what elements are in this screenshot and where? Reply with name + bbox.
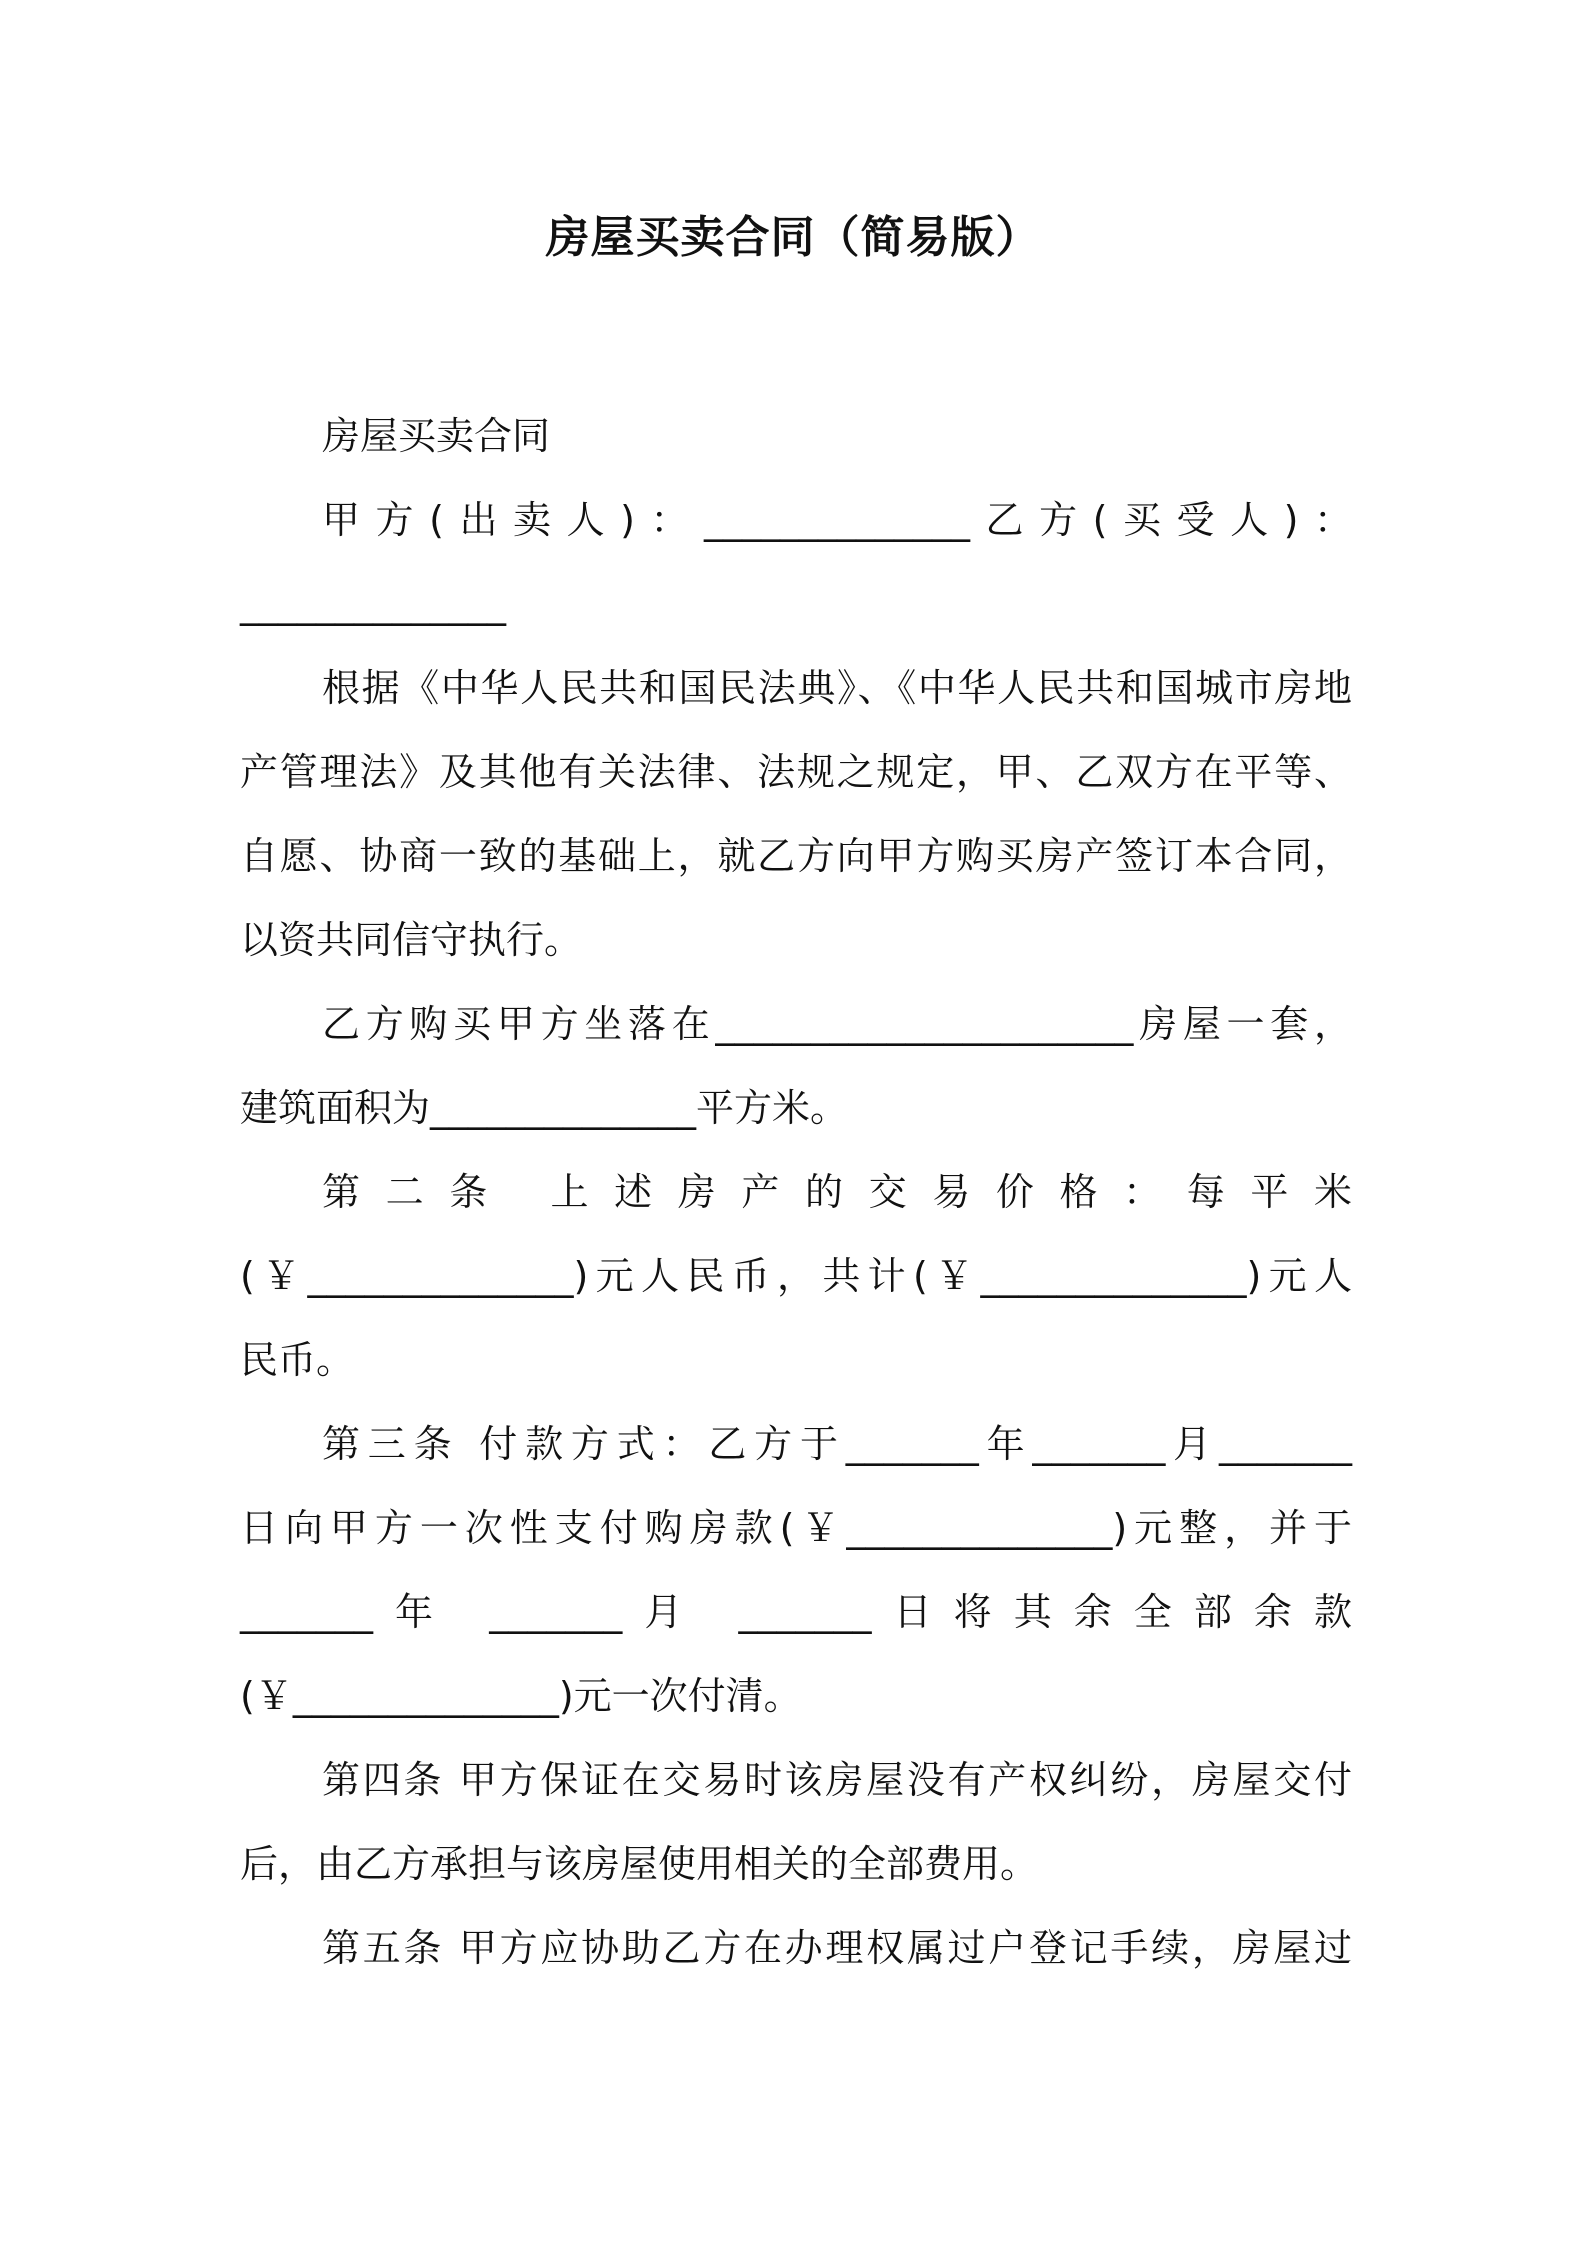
parties-line-continued: ______________ [240,582,506,626]
parties-line: 甲方(出卖人)：______________乙方(买受人)： [322,498,1352,542]
preamble-line-3: 自愿、协商一致的基础上，就乙方向甲方购买房产签订本合同， [240,834,1352,878]
article-3-line-4: (￥______________)元一次付清。 [240,1674,802,1718]
preamble-line-2: 产管理法》及其他有关法律、法规之规定，甲、乙双方在平等、 [240,750,1352,794]
article-2-line-2: (￥______________)元人民币，共计(￥______________)元人 [240,1254,1352,1298]
preamble-line-4: 以资共同信守执行。 [240,918,583,962]
document-title: 房屋买卖合同（简易版） [545,212,1041,263]
article-3-line-2: 日向甲方一次性支付购房款(￥______________)元整，并于 [240,1506,1352,1550]
property-line-2: 建筑面积为______________平方米。 [240,1086,849,1130]
article-4-line-1: 第四条 甲方保证在交易时该房屋没有产权纠纷，房屋交付 [322,1758,1352,1802]
article-5-line-1: 第五条 甲方应协助乙方在办理权属过户登记手续，房屋过 [322,1926,1352,1970]
property-line-1: 乙方购买甲方坐落在______________________房屋一套， [322,1002,1352,1046]
article-4-line-2: 后，由乙方承担与该房屋使用相关的全部费用。 [240,1842,1039,1886]
article-2-line-3: 民币。 [240,1338,355,1382]
preamble-line-1: 根据《中华人民共和国民法典》、《中华人民共和国城市房地 [322,666,1352,710]
article-3-line-1: 第三条 付款方式：乙方于_______年_______月_______ [322,1422,1352,1466]
article-3-line-3: _______年 _______月 _______日将其余全部余款 [240,1590,1352,1634]
subtitle-line: 房屋买卖合同 [322,414,551,458]
article-2-line-1: 第二条 上述房产的交易价格：每平米 [322,1170,1352,1214]
